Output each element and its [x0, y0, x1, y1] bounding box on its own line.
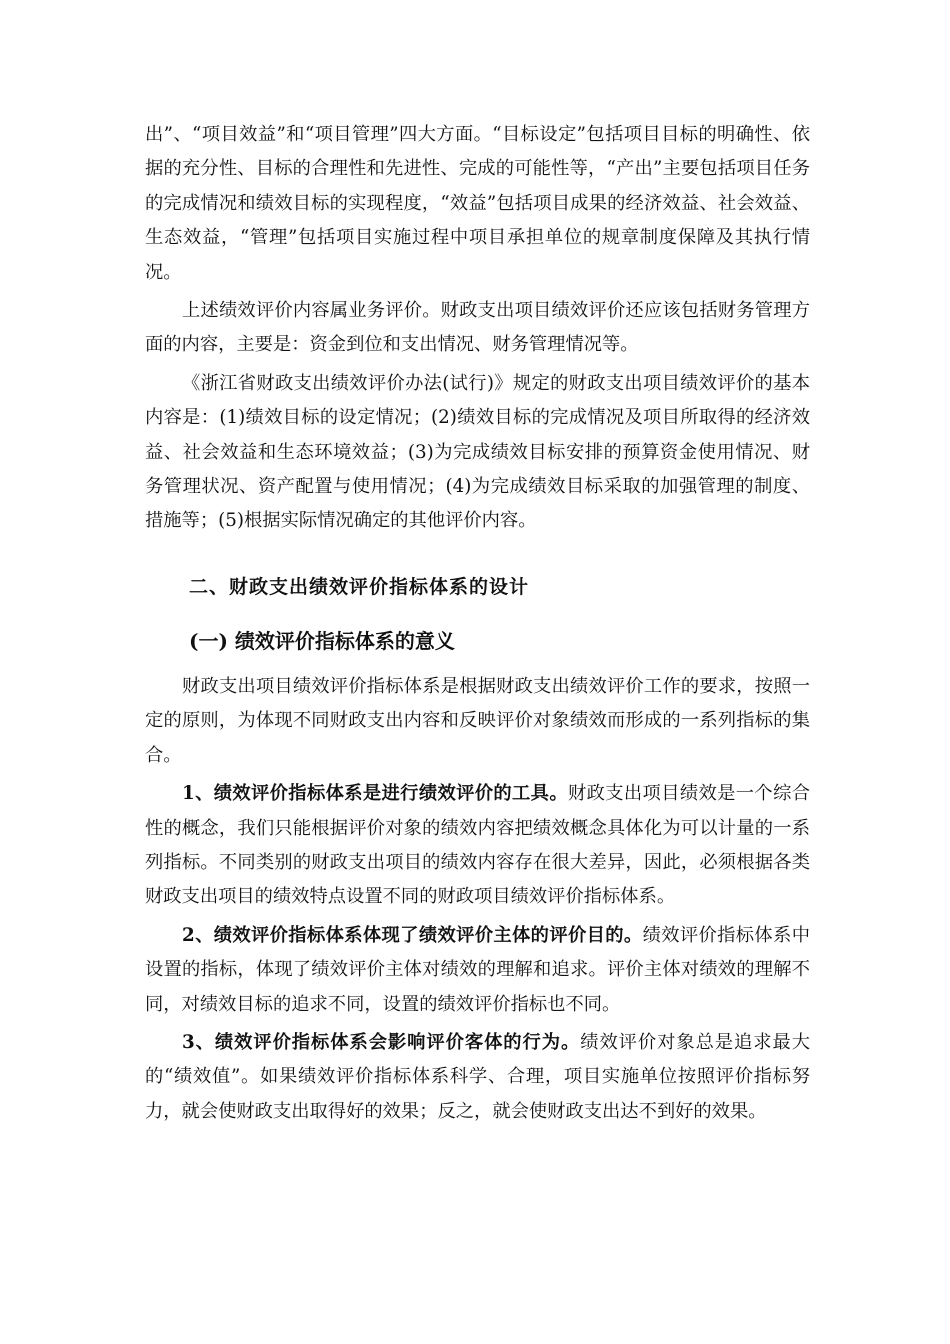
point-1-lead: 1、绩效评价指标体系是进行绩效评价的工具。: [182, 783, 568, 805]
paragraph-evaluation-content: 出”、“项目效益”和“项目管理”四大方面。“目标设定”包括项目目标的明确性、依据的充分性、目标的合理性和先进性、完成的可能性等，“产出”主要包括项目任务的完成情况和绩效目标的实现程度，“效益”包括项目成果的经济效益、社会效益、生态效益，“管理”包括项目实施过程中项目承担单位的规章制度保障及其执行情况。: [145, 124, 810, 283]
paragraph-point-1: [145, 777, 810, 915]
point-2-lead: 2、绩效评价指标体系体现了绩效评价主体的评价目的。: [182, 924, 643, 946]
paragraph-financial-management: 上述绩效评价内容属业务评价。财政支出项目绩效评价还应该包括财务管理方面的内容，主要是：资金到位和支出情况、财务管理情况等。: [145, 300, 810, 356]
point-2-text: 绩效评价指标体系中设置的指标，体现了绩效评价主体对绩效的理解和追求。评价主体对绩效的理解不同，对绩效目标的追求不同，设置的绩效评价指标也不同。: [145, 924, 810, 1015]
subsection-heading: (一) 绩效评价指标体系的意义: [189, 628, 455, 653]
paragraph-point-2: [145, 919, 810, 1022]
document-page: [145, 118, 810, 1133]
point-1-text: 财政支出项目绩效是一个综合性的概念，我们只能根据评价对象的绩效内容把绩效概念具体化为可以计量的一系列指标。不同类别的财政支出项目的绩效内容存在很大差异，因此，必须根据各类财政支出项目的绩效特点设置不同的财政项目绩效评价指标体系。: [145, 783, 810, 908]
point-3-lead: 3、绩效评价指标体系会影响评价客体的行为。: [182, 1031, 581, 1053]
paragraph-point-3: [145, 1026, 810, 1129]
paragraph-indicator-definition: 财政支出项目绩效评价指标体系是根据财政支出绩效评价工作的要求，按照一定的原则，为体现不同财政支出内容和反映评价对象绩效而形成的一系列指标的集合。: [145, 675, 810, 766]
paragraph-zhejiang-regulation: 《浙江省财政支出绩效评价办法(试行)》规定的财政支出项目绩效评价的基本内容是：(1)绩效目标的设定情况；(2)绩效目标的完成情况及项目所取得的经济效益、社会效益和生态环境效益；(3)为完成绩效目标安排的预算资金使用情况、财务管理状况、资产配置与使用情况；(4)为完成绩效目标采取的加强管理的制度、措施等；(5)根据实际情况确定的其他评价内容。: [145, 372, 810, 532]
point-3-text: 绩效评价对象总是追求最大的“绩效值”。如果绩效评价指标体系科学、合理，项目实施单位按照评价指标努力，就会使财政支出取得好的效果；反之，就会使财政支出达不到好的效果。: [145, 1031, 810, 1122]
section-heading: 二、财政支出绩效评价指标体系的设计: [189, 575, 530, 598]
